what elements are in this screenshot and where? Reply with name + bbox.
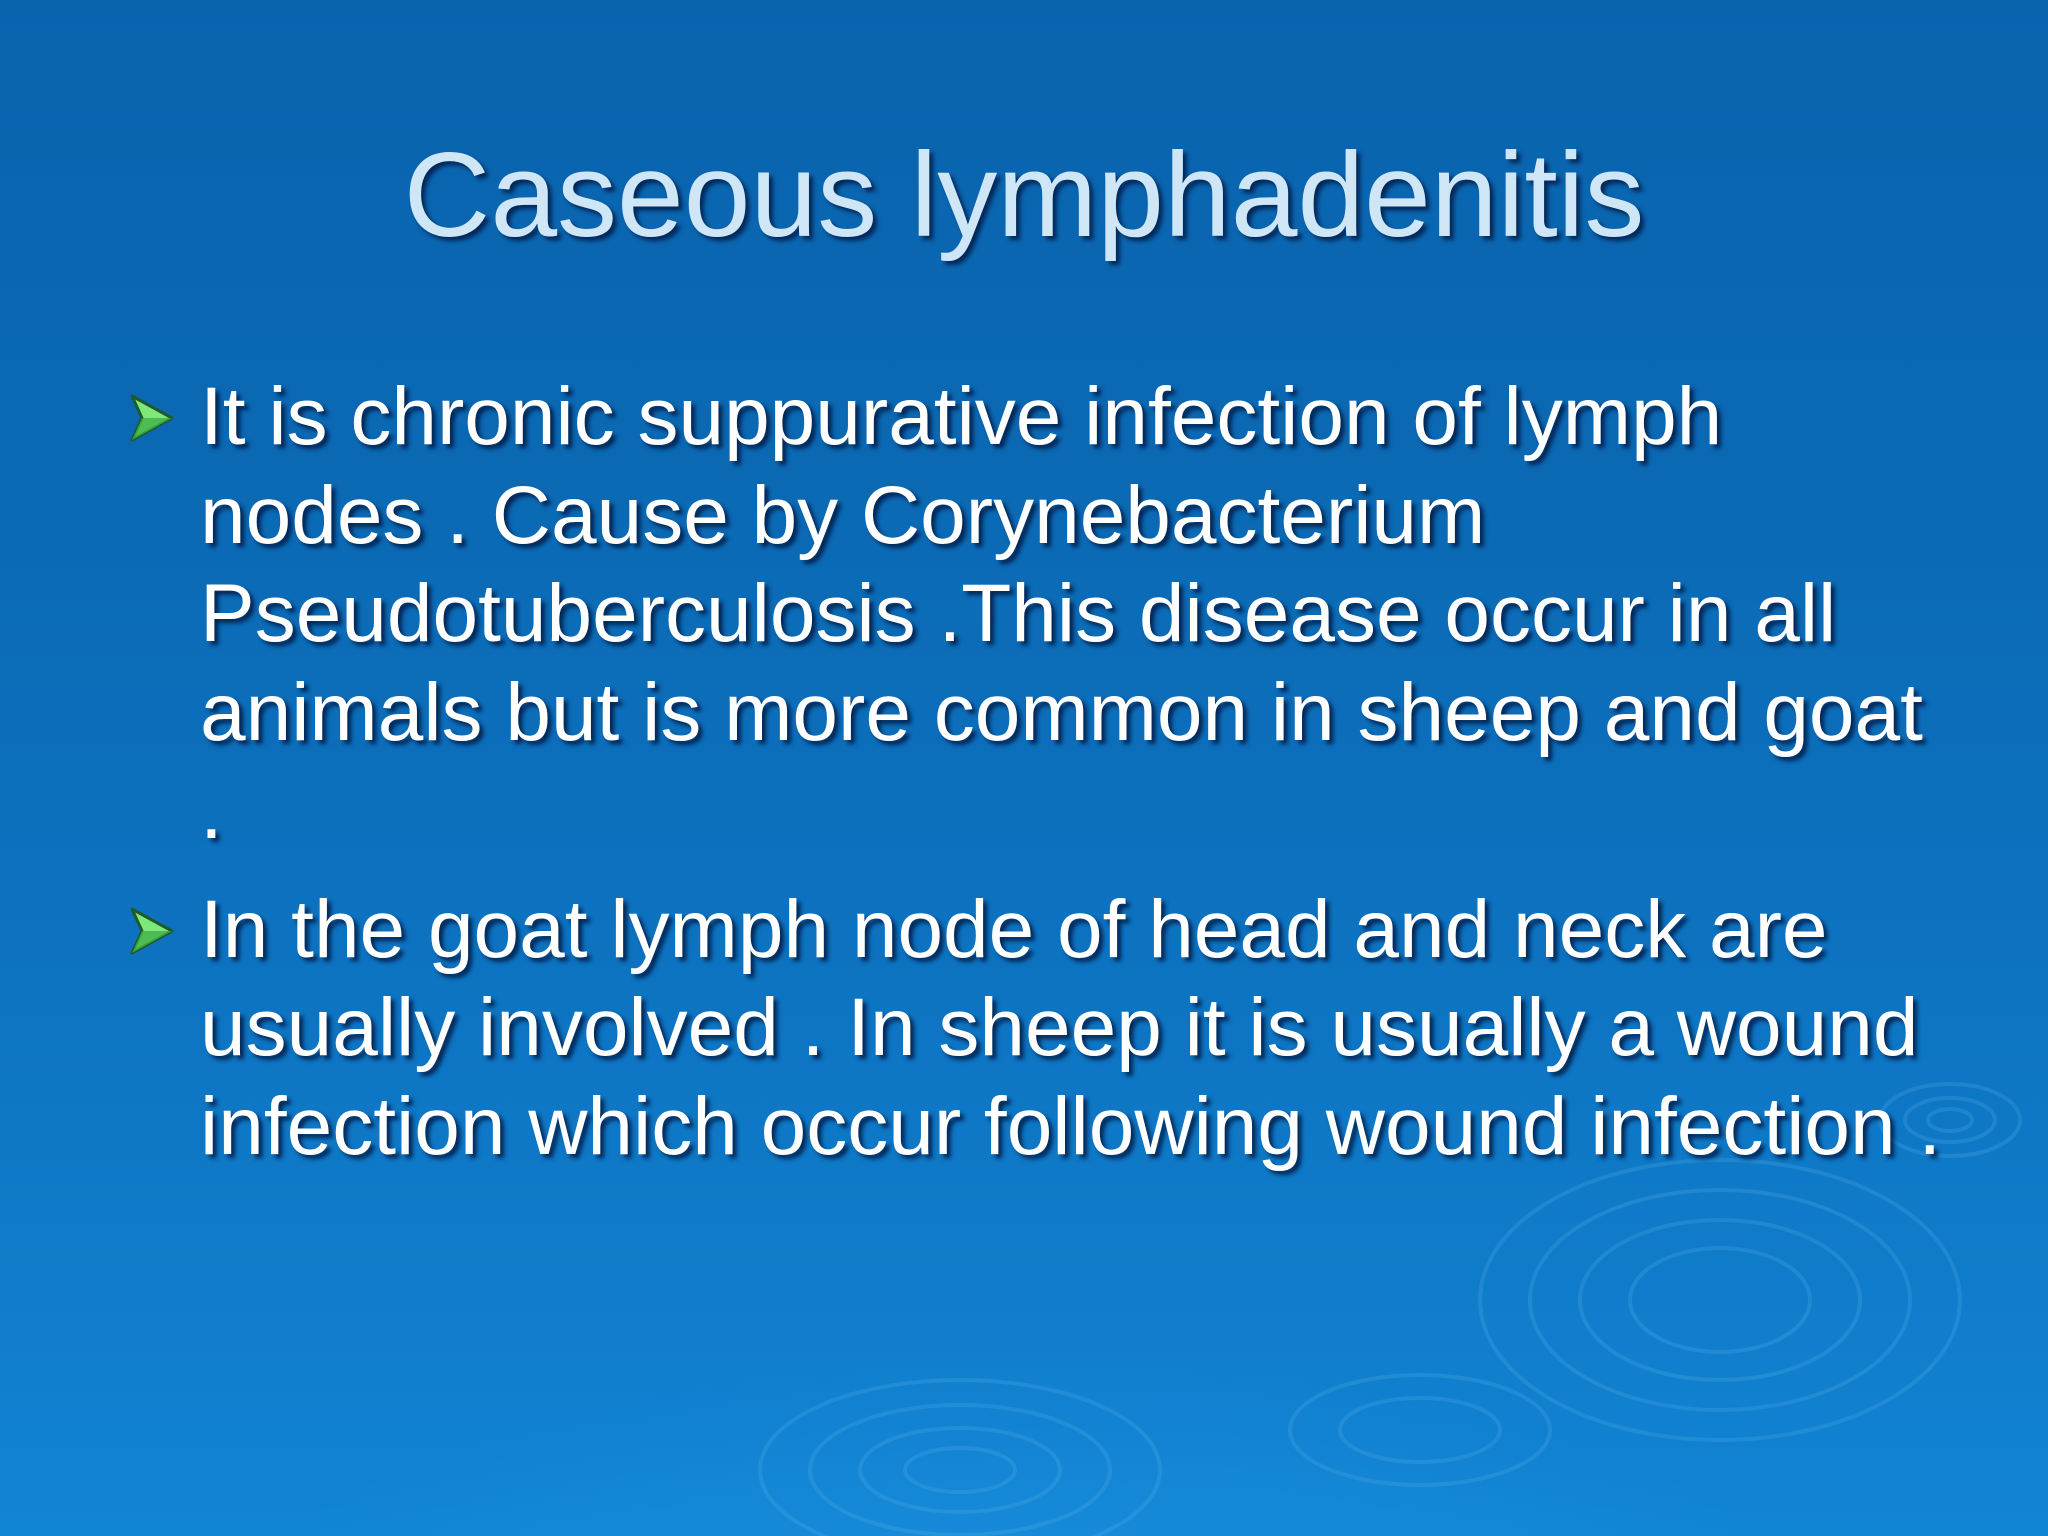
slide-title: Caseous lymphadenitis	[403, 128, 1645, 262]
arrow-bullet-icon	[128, 903, 176, 959]
bullet-text: It is chronic suppurative infection of lymph nodes . Cause by Corynebacterium Pseudotuberculosis .This disease occur in all animals but is more common in sheep and goat .	[200, 371, 1923, 856]
arrow-bullet-icon	[128, 390, 176, 446]
bullet-text: In the goat lymph node of head and neck are usually involved . In sheep it is usually a wound infection which occur following wound infection .	[200, 883, 1942, 1172]
bullet-item	[120, 881, 1960, 1177]
bullet-list	[120, 368, 1960, 1196]
bullet-item	[120, 368, 1960, 861]
